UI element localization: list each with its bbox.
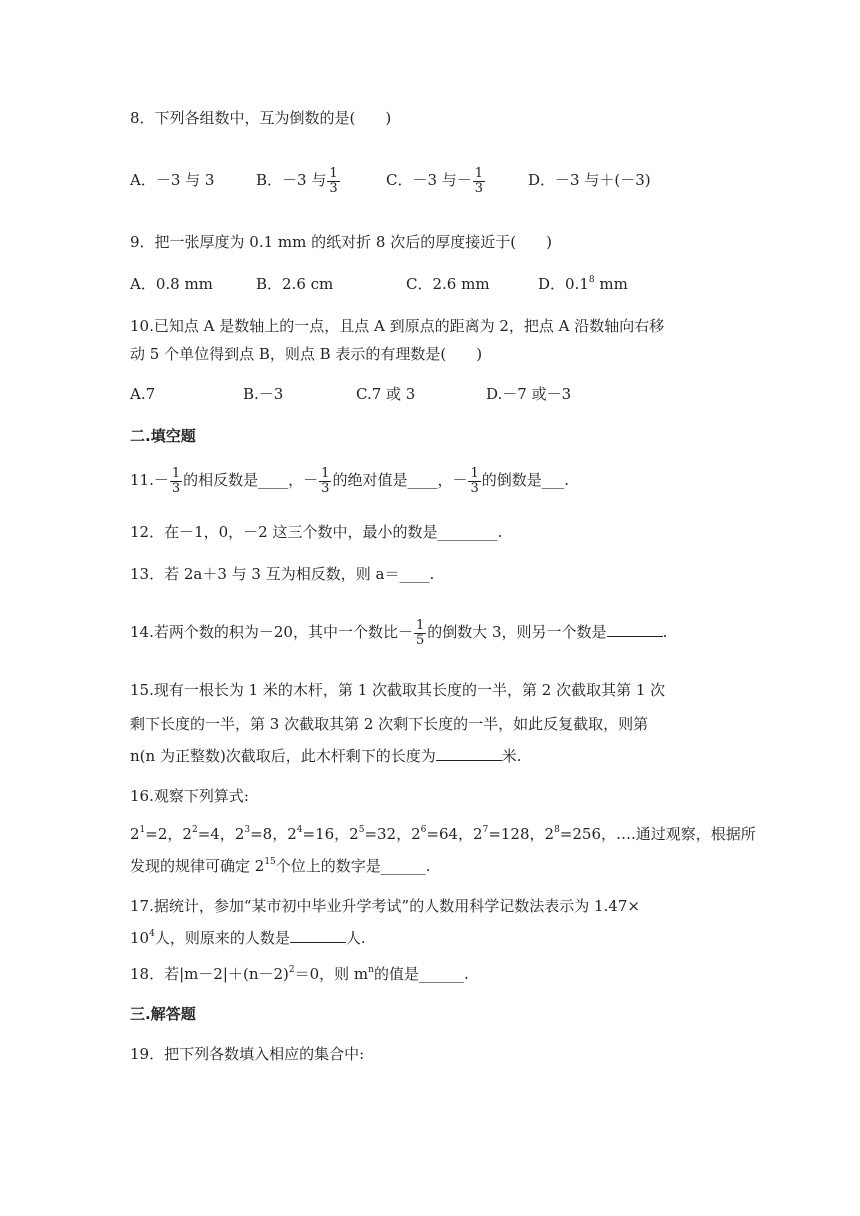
question-15-line-2: 剩下长度的一半，第 3 次截取其第 2 次剩下长度的一半，如此反复截取，则第 [130, 715, 649, 733]
question-12: 12．在－1，0，－2 这三个数中，最小的数是________. [130, 523, 503, 541]
question-10-line-2: 动 5 个单位得到点 B，则点 B 表示的有理数是( ) [130, 345, 483, 363]
question-10-line-1: 10.已知点 A 是数轴上的一点，且点 A 到原点的距离为 2，把点 A 沿数轴向右移 [130, 317, 665, 335]
question-14: 14.若两个数的积为－20，其中一个数比－ $\frac{1}{5}$ 的倒数大 3，则另一个数是 . [130, 617, 668, 648]
power-value: =64， [426, 825, 474, 843]
fraction-one-third: $\frac{1}{3}$ [329, 165, 338, 196]
power-value: =4， [197, 825, 235, 843]
power-base: 2 [473, 825, 483, 843]
q10-option-c: C.7 或 3 [356, 385, 416, 403]
question-15-line-1: 15.现有一根长为 1 米的木杆，第 1 次截取其长度的一半，第 2 次截取其第 1 次 [130, 681, 666, 699]
power-exponent: 7 [482, 825, 489, 835]
fraction-one-third: $\frac{1}{3}$ [321, 465, 330, 496]
power-exponent: 8 [554, 825, 560, 835]
question-13: 13．若 2a＋3 与 3 互为相反数，则 a＝____. [130, 565, 435, 583]
power-exponent: 2 [191, 825, 198, 835]
answer-blank [607, 622, 663, 637]
question-9-stem: 9．把一张厚度为 0.1 mm 的纸对折 8 次后的厚度接近于( ) [130, 233, 552, 251]
question-16-line-1: 16.观察下列算式: [130, 787, 249, 805]
q8-option-a: A．－3 与 3 [130, 171, 215, 189]
power-exponent: 3 [244, 825, 251, 835]
power-value: =16， [302, 825, 350, 843]
q10-option-a: A.7 [130, 385, 156, 403]
question-16-tail: ….通过观察，根据所 [616, 825, 756, 843]
q8-option-b: B．－3 与 $\frac{1}{3}$ [256, 165, 338, 196]
power-exponent: 4 [296, 825, 303, 835]
q8-option-c: C．－3 与－ $\frac{1}{3}$ [386, 165, 484, 196]
power-value: =2， [145, 825, 183, 843]
power-exponent: 1 [139, 825, 146, 835]
power-base: 2 [349, 825, 359, 843]
q9-option-a: A．0.8 mm [130, 275, 213, 293]
question-8-stem: 8．下列各组数中，互为倒数的是( ) [130, 109, 392, 127]
question-18: 18．若$|m-2|+(n-2)^2=0$，则 $m^n$的值是______. [130, 965, 469, 983]
question-11: 11.－ $\frac{1}{3}$ 的相反数是____，－ $\frac{1}{3}$ 的绝对值是____，－ $\frac{1}{3}$ 的倒数是___. [130, 465, 570, 496]
q9-option-d: D．$0.1^8$ mm [538, 275, 628, 293]
power-base: 2 [234, 825, 245, 843]
fraction-one-third: $\frac{1}{3}$ [474, 165, 484, 196]
q10-option-b: B.－3 [243, 385, 284, 403]
power-exponent: 6 [420, 825, 427, 835]
answer-blank [290, 928, 346, 943]
q9-option-b: B．2.6 cm [256, 275, 334, 293]
q8-option-d: D．－3 与＋(－3) [528, 171, 651, 189]
fraction-one-third: $\frac{1}{3}$ [171, 465, 181, 496]
section-heading-solutions: 三.解答题 [130, 1005, 196, 1023]
q10-option-d: D.－7 或－3 [486, 385, 572, 403]
power-value: =128， [488, 825, 545, 843]
power-base: 2 [411, 825, 421, 843]
power-base: 2 [182, 825, 192, 843]
question-16-line-3: 发现的规律可确定 $2^{15}$个位上的数字是______. [130, 857, 431, 875]
power-value: =8， [250, 825, 288, 843]
question-17-line-1: 17.据统计，参加“某市初中毕业升学考试”的人数用科学记数法表示为 1.47× [130, 897, 640, 915]
answer-blank [436, 746, 502, 761]
power-exponent: 5 [358, 825, 365, 835]
section-heading-fill-in: 二.填空题 [130, 427, 196, 445]
power-base: 2 [130, 825, 140, 843]
fraction-one-fifth: $\frac{1}{5}$ [415, 617, 425, 648]
power-value: =32， [364, 825, 412, 843]
question-15-line-3: n(n 为正整数)次截取后，此木杆剩下的长度为 米. [130, 747, 522, 765]
q9-option-c: C．2.6 mm [406, 275, 490, 293]
question-16-line-2 [130, 824, 756, 844]
fraction-one-third: $\frac{1}{3}$ [470, 465, 479, 496]
power-base: 2 [287, 825, 297, 843]
question-19: 19．把下列各数填入相应的集合中: [130, 1045, 365, 1063]
power-value: =256， [559, 825, 616, 843]
question-17-line-2: $10^4$人，则原来的人数是 人. [130, 929, 366, 947]
power-base: 2 [544, 825, 555, 843]
